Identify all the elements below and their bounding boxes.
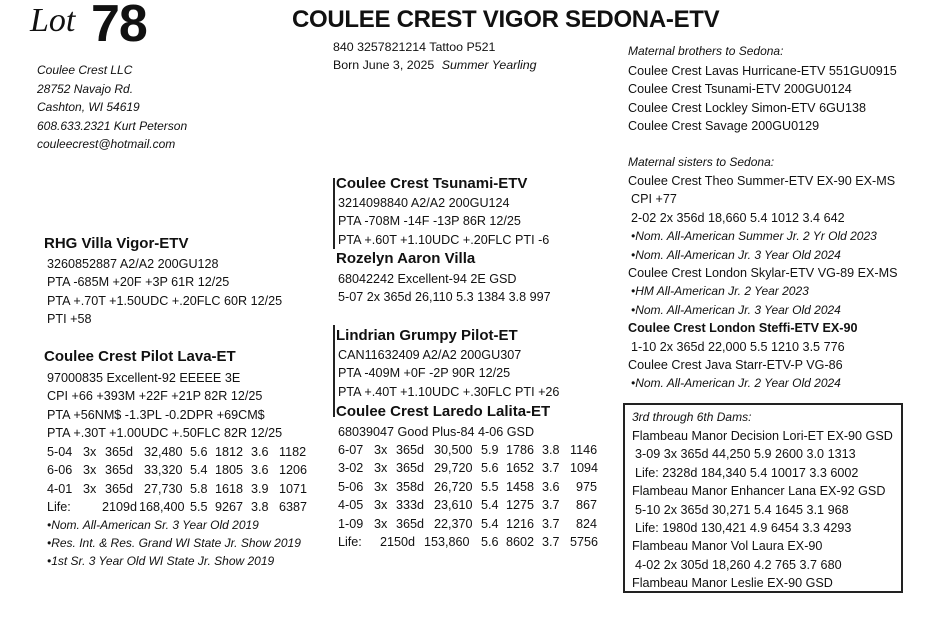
- sires-sire-info-line: PTA -708M -14F -13P 86R 12/25: [338, 214, 521, 229]
- dam-record-row: 4-01 3x 365d 27,730 5.8 1618 3.9 1071: [47, 481, 308, 496]
- dams-dam-record-row: 5-06 3x 358d 26,720 5.5 1458 3.6 975: [338, 479, 598, 494]
- sister-line: Coulee Crest Theo Summer-ETV EX-90 EX-MS: [628, 174, 896, 188]
- dams-box-heading: 3rd through 6th Dams:: [632, 410, 752, 424]
- dams-sire-info-line: CAN11632409 A2/A2 200GU307: [338, 348, 522, 362]
- dam-records: [47, 443, 308, 517]
- sires-sire-info: [338, 194, 549, 249]
- sister-line: Coulee Crest London Skylar-ETV VG-89 EX-MS: [628, 266, 898, 281]
- dam-info-line: CPI +66 +393M +22F +21P 82R 12/25: [47, 389, 263, 404]
- sire-connector: [333, 178, 335, 249]
- consignor-block: [37, 61, 187, 154]
- born-class: Summer Yearling: [441, 58, 537, 72]
- sires-sire-name: Coulee Crest Tsunami-ETV: [336, 175, 528, 192]
- sires-sire-info-line: 3214098840 A2/A2 200GU124: [338, 196, 510, 210]
- animal-born: [333, 56, 537, 74]
- lot-label: Lot: [30, 2, 76, 39]
- sister-line: •Nom. All-American Jr. 3 Year Old 2024: [631, 247, 841, 262]
- sister-line: •Nom. All-American Jr. 2 Year Old 2024: [631, 376, 841, 391]
- born-date: Born June 3, 2025: [333, 58, 435, 72]
- brothers-heading: Maternal brothers to Sedona:: [628, 44, 784, 58]
- brothers-list: [628, 62, 897, 136]
- dams-sire-info: [338, 346, 559, 401]
- dam-info-line: 97000835 Excellent-92 EEEEE 3E: [47, 371, 241, 385]
- sister-line: Coulee Crest Java Starr-ETV-P VG-86: [628, 358, 843, 373]
- consignor-email: couleecrest@hotmail.com: [37, 137, 176, 152]
- sire-info-line: PTI +58: [47, 312, 92, 327]
- dams-dam-records: [338, 441, 608, 551]
- brother-item: Coulee Crest Tsunami-ETV 200GU0124: [628, 82, 852, 97]
- dams-dam-record-row: 3-02 3x 365d 29,720 5.6 1652 3.7 1094: [338, 461, 599, 476]
- dams-dam-record-row: Life: 2150d 153,860 5.6 8602 3.7 5756: [338, 535, 599, 550]
- dams-sire-info-line: PTA +.40T +1.10UDC +.30FLC PTI +26: [338, 384, 560, 399]
- sister-line: Coulee Crest London Steffi-ETV EX-90: [628, 321, 858, 336]
- sires-sire-info-line: PTA +.60T +1.10UDC +.20FLC PTI -6: [338, 232, 550, 247]
- sister-line: 2-02 2x 356d 18,660 5.4 1012 3.4 642: [631, 210, 845, 225]
- sires-dam-info-line: 5-07 2x 365d 26,110 5.3 1384 3.8 997: [338, 290, 551, 305]
- dams-box-line: Life: 1980d 130,421 4.9 6454 3.3 4293: [635, 521, 852, 536]
- dams-box-line: 3-09 3x 365d 44,250 5.9 2600 3.0 1313: [635, 447, 856, 462]
- dams-box-list: [632, 427, 893, 593]
- consignor-city: Cashton, WI 54619: [37, 100, 140, 115]
- sire-info-line: PTA -685M +20F +3P 61R 12/25: [47, 275, 230, 290]
- consignor-address: 28752 Navajo Rd.: [37, 81, 134, 96]
- dam-connector: [333, 325, 335, 417]
- consignor-name: Coulee Crest LLC: [37, 63, 133, 77]
- sister-line: •Nom. All-American Summer Jr. 2 Yr Old 2023: [631, 229, 877, 244]
- dams-dam-record-row: 6-07 3x 365d 30,500 5.9 1786 3.8 1146: [338, 443, 598, 457]
- dam-honor: •1st Sr. 3 Year Old WI State Jr. Show 2019: [47, 554, 275, 569]
- sister-line: 1-10 2x 365d 22,000 5.5 1210 3.5 776: [631, 339, 845, 354]
- dam-honor: •Nom. All-American Sr. 3 Year Old 2019: [47, 518, 259, 532]
- brother-item: Coulee Crest Savage 200GU0129: [628, 119, 820, 134]
- dams-box-line: Life: 2328d 184,340 5.4 10017 3.3 6002: [635, 465, 859, 480]
- dam-honors: [47, 516, 301, 571]
- dams-box-line: 4-02 2x 305d 18,260 4.2 765 3.7 680: [635, 557, 842, 572]
- dam-record-row: 6-06 3x 365d 33,320 5.4 1805 3.6 1206: [47, 463, 308, 478]
- sires-dam-info-line: 68042242 Excellent-94 2E GSD: [338, 272, 517, 286]
- dams-dam-name: Coulee Crest Laredo Lalita-ET: [336, 403, 551, 420]
- dams-box-line: Flambeau Manor Enhancer Lana EX-92 GSD: [632, 484, 886, 499]
- page-title: COULEE CREST VIGOR SEDONA-ETV: [292, 6, 720, 33]
- dams-dam-record-row: 4-05 3x 333d 23,610 5.4 1275 3.7 867: [338, 498, 598, 513]
- animal-id: 840 3257821214 Tattoo P521: [333, 40, 496, 54]
- dams-box-line: Flambeau Manor Leslie EX-90 GSD: [632, 576, 833, 591]
- sire-info-line: PTA +.70T +1.50UDC +.20FLC 60R 12/25: [47, 293, 283, 308]
- sister-line: •HM All-American Jr. 2 Year 2023: [631, 284, 809, 299]
- sires-dam-name: Rozelyn Aaron Villa: [336, 250, 476, 267]
- sister-line: •Nom. All-American Jr. 3 Year Old 2024: [631, 302, 841, 317]
- dams-dam-record-row: 1-09 3x 365d 22,370 5.4 1216 3.7 824: [338, 516, 598, 531]
- dam-info-line: PTA +56NM$ -1.3PL -0.2DPR +69CM$: [47, 407, 265, 422]
- sire-info-line: 3260852887 A2/A2 200GU128: [47, 257, 219, 271]
- dams-box-line: 5-10 2x 365d 30,271 5.4 1645 3.1 968: [635, 502, 849, 517]
- dam-record-row: Life: 2109d 168,400 5.5 9267 3.8 6387: [47, 500, 308, 515]
- sire-name: RHG Villa Vigor-ETV: [44, 235, 189, 252]
- sisters-list: [628, 172, 897, 393]
- dams-sire-name: Lindrian Grumpy Pilot-ET: [336, 327, 518, 344]
- dam-honor: •Res. Int. & Res. Grand WI State Jr. Show 2019: [47, 536, 301, 551]
- sister-line: CPI +77: [631, 192, 677, 207]
- consignor-phone: 608.633.2321 Kurt Peterson: [37, 118, 188, 133]
- dam-record-row: 5-04 3x 365d 32,480 5.6 1812 3.6 1182: [47, 445, 307, 459]
- dam-info-line: PTA +.30T +1.00UDC +.50FLC 82R 12/25: [47, 426, 283, 441]
- dams-sire-info-line: PTA -409M +0F -2P 90R 12/25: [338, 366, 511, 381]
- dam-info: [47, 369, 282, 443]
- sires-dam-info: [338, 270, 551, 307]
- lot-number: 78: [91, 0, 147, 53]
- dams-box-line: Flambeau Manor Decision Lori-ET EX-90 GSD: [632, 429, 893, 443]
- sisters-heading: Maternal sisters to Sedona:: [628, 155, 775, 169]
- dams-box-line: Flambeau Manor Vol Laura EX-90: [632, 539, 823, 554]
- dam-name: Coulee Crest Pilot Lava-ET: [44, 348, 236, 365]
- brother-item: Coulee Crest Lavas Hurricane-ETV 551GU0915: [628, 64, 897, 78]
- sire-info: [47, 255, 282, 329]
- brother-item: Coulee Crest Lockley Simon-ETV 6GU138: [628, 100, 866, 115]
- dams-dam-id: 68039047 Good Plus-84 4-06 GSD: [338, 425, 535, 439]
